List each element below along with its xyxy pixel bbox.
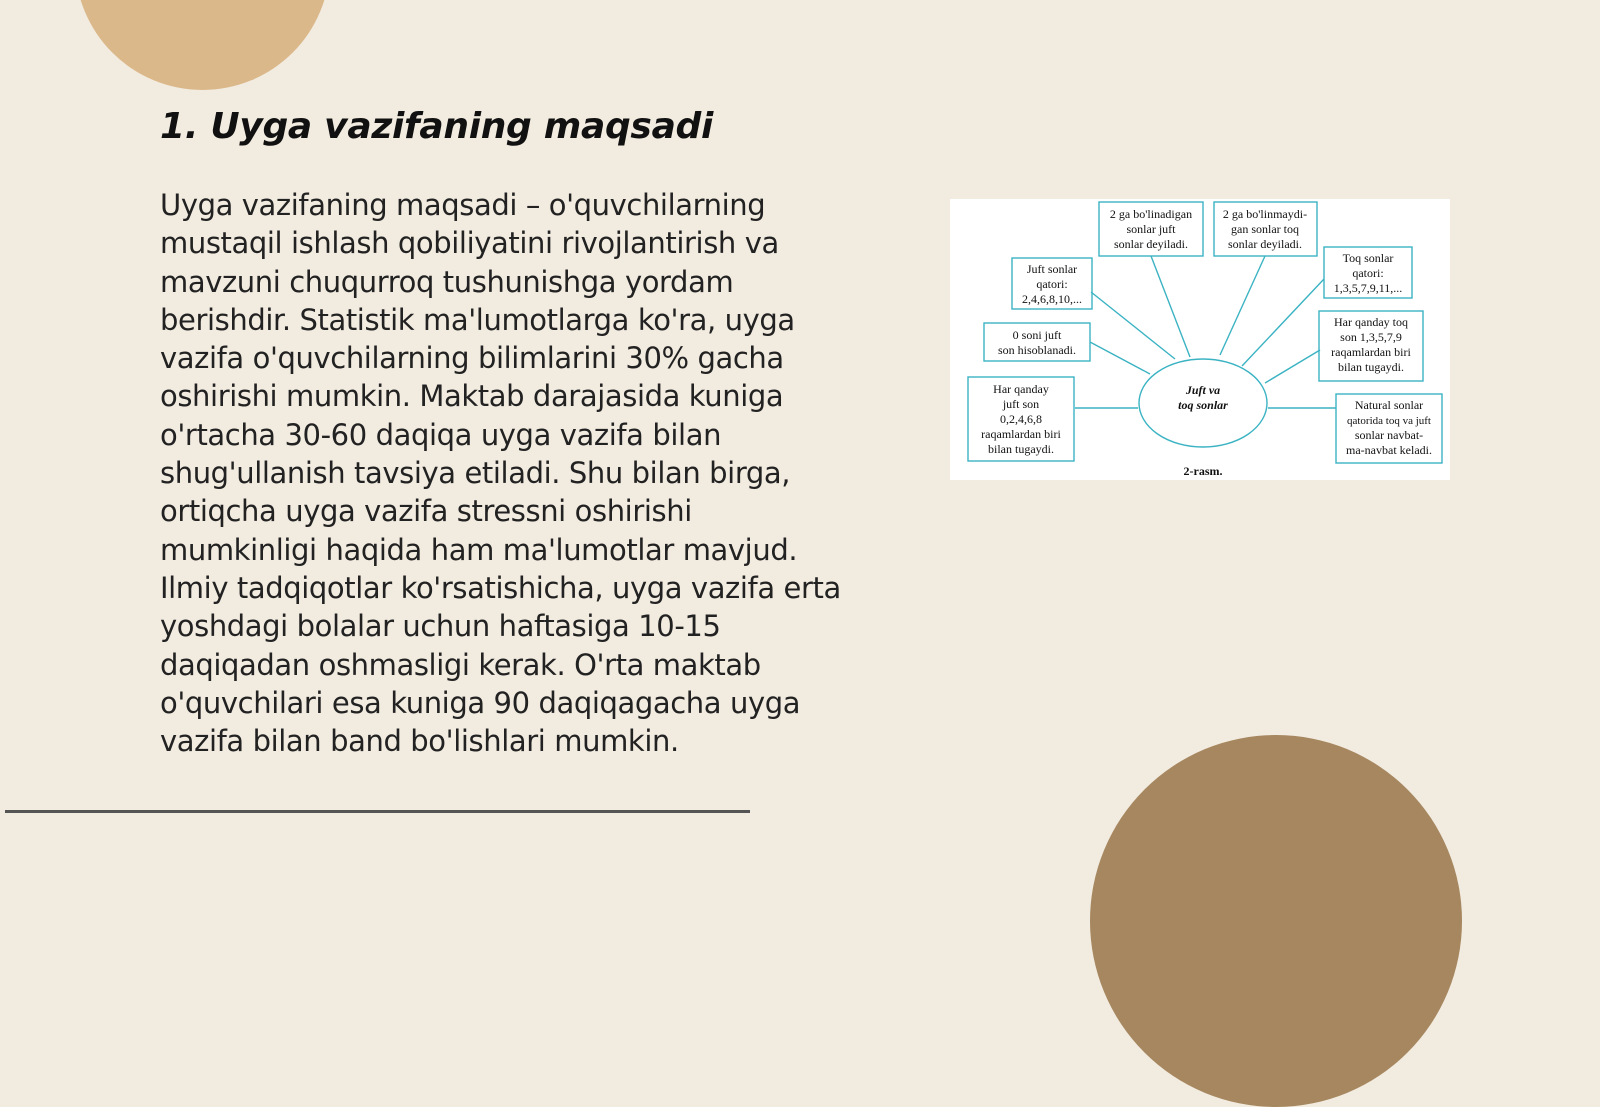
box-odd-series-line1: Toq sonlar — [1342, 251, 1394, 265]
box-zero-line1: 0 soni juft — [1012, 328, 1062, 342]
box-notdiv2-line1: 2 ga bo'linmaydi- — [1222, 207, 1308, 221]
decorative-circle-bottom — [1090, 735, 1462, 1107]
box-odd-any-line2: son 1,3,5,7,9 — [1340, 330, 1402, 344]
box-natural-line2: qatorida toq va juft — [1346, 415, 1432, 427]
divider-line — [5, 810, 750, 813]
box-natural-line1: Natural sonlar — [1354, 398, 1424, 412]
box-odd-any-line4: bilan tugaydi. — [1338, 360, 1404, 374]
box-even-any-line2: juft son — [1002, 397, 1040, 411]
box-notdiv2-line3: sonlar deyiladi. — [1228, 237, 1302, 251]
box-natural-line3: sonlar navbat- — [1354, 428, 1424, 442]
box-even-any-line4: raqamlardan biri — [981, 427, 1061, 441]
diagram-center-line2: toq sonlar — [1178, 398, 1228, 412]
box-even-any-line3: 0,2,4,6,8 — [1000, 412, 1042, 426]
diagram-caption: 2-rasm. — [1183, 464, 1223, 478]
box-even-any-line1: Har qanday — [993, 382, 1049, 396]
diagram-center-line1: Juft va — [1185, 383, 1221, 397]
box-div2-line3: sonlar deyiladi. — [1114, 237, 1188, 251]
diagram-canvas — [950, 199, 1450, 480]
slide-title: 1. Uyga vazifaning maqsadi — [160, 106, 714, 147]
slide-body-text: Uyga vazifaning maqsadi – o'quvchilarning mustaqil ishlash qobiliyatini rivojlantirish va mavzuni chuqurroq tushunishga yordam berishdir. Statistik ma'lumotlarga ko'ra, uyga vazifa o'quvchilarning bilimlarini 30% gacha oshirishi mumkin. Maktab darajasida kuniga o'rtacha 30-60 daqiqa uyga vazifa bilan shug'ullanish tavsiya etiladi. Shu bilan birga, ortiqcha uyga vazifa stressni oshirishi mumkinligi haqida ham ma'lumotlar mavjud. Ilmiy tadqiqotlar ko'rsatishicha, uyga vazifa erta yoshdagi bolalar uchun haftasiga 10-15 daqiqadan oshmasligi kerak. O'rta maktab o'quvchilari esa kuniga 90 daqiqagacha uyga vazifa bilan band bo'lishlari mumkin. — [160, 188, 841, 759]
box-odd-any-line1: Har qanday toq — [1334, 315, 1408, 329]
box-notdiv2-line2: gan sonlar toq — [1231, 222, 1299, 236]
box-zero-line2: son hisoblanadi. — [998, 343, 1076, 357]
box-div2-line1: 2 ga bo'linadigan — [1109, 207, 1193, 221]
decorative-circle-top — [75, 0, 330, 90]
box-even-series-line1: Juft sonlar — [1026, 262, 1078, 276]
box-even-series-line3: 2,4,6,8,10,... — [1022, 292, 1082, 306]
box-odd-any-line3: raqamlardan biri — [1331, 345, 1411, 359]
box-even-series-line2: qatori: — [1036, 277, 1068, 291]
box-div2-line2: sonlar juft — [1126, 222, 1176, 236]
box-odd-series-line2: qatori: — [1352, 266, 1384, 280]
box-odd-series-line3: 1,3,5,7,9,11,... — [1333, 281, 1403, 295]
box-even-any-line5: bilan tugaydi. — [988, 442, 1054, 456]
even-odd-diagram — [950, 199, 1450, 480]
box-natural-line4: ma-navbat keladi. — [1346, 443, 1432, 457]
